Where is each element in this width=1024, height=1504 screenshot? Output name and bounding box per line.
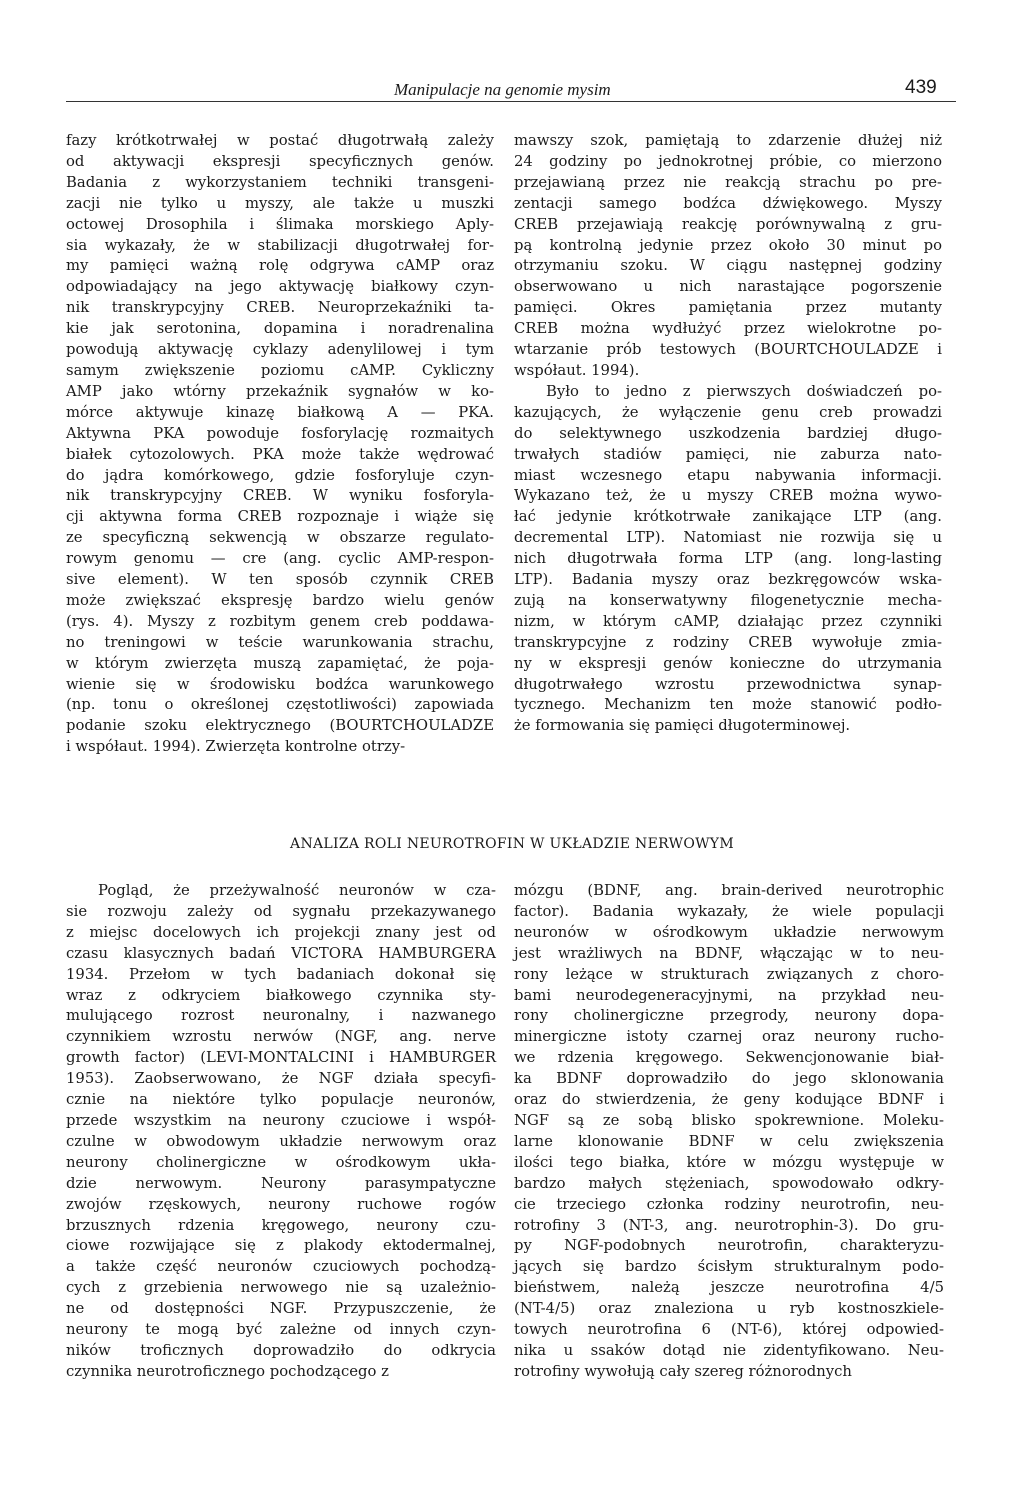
- text-line: wienie się w środowisku bodźca warunkowego: [66, 675, 494, 693]
- text-line: zują na konserwatywny filogenetycznie mecha-: [514, 591, 942, 609]
- text-line: i współaut. 1994). Zwierzęta kontrolne otrzy-: [66, 738, 406, 756]
- text-line: growth factor) (LEVI-MONTALCINI i HAMBURGER: [66, 1049, 496, 1067]
- text-line: 1953). Zaobserwowano, że NGF działa specyfi-: [66, 1070, 496, 1088]
- text-line: 24 godziny po jednokrotnej próbie, co mierzono: [514, 152, 942, 170]
- text-line: kazujących, że wyłączenie genu creb prowadzi: [514, 403, 942, 421]
- text-line: decremental LTP). Natomiast nie rozwija się u: [514, 529, 942, 547]
- text-line: cie trzeciego członka rodziny neurotrofin, neu-: [514, 1195, 944, 1213]
- text-line: rowym genomu — cre (ang. cyclic AMP-respon-: [66, 550, 494, 568]
- column-top-left: [66, 131, 494, 758]
- text-line: towych neurotrofina 6 (NT-6), której odpowied-: [514, 1321, 944, 1339]
- text-line: neuronów w ośrodkowym układzie nerwowym: [514, 923, 944, 941]
- text-line: bieństwem, należą jeszcze neurotrofina 4/5: [514, 1279, 944, 1297]
- text-line: mawszy szok, pamiętają to zdarzenie dłużej niż: [514, 132, 942, 149]
- text-line: czynnikiem wzrostu nerwów (NGF, ang. nerve: [66, 1028, 496, 1046]
- text-line: zacji nie tylko u myszy, ale także u muszki: [66, 194, 494, 212]
- text-line: samym zwiększenie poziomu cAMP. Cykliczny: [66, 361, 494, 379]
- text-line: czasu klasycznych badań VICTORA HAMBURGERA: [66, 944, 496, 962]
- text-line: bami neurodegeneracyjnymi, na przykład neu-: [514, 986, 944, 1004]
- text-line: nik transkrypcyjny CREB. Neuroprzekaźniki ta-: [66, 299, 494, 317]
- text-line: Aktywna PKA powoduje fosforylację rozmaitych: [66, 424, 494, 442]
- text-line: ka BDNF doprowadziło do jego sklonowania: [514, 1070, 944, 1088]
- text-line: nich długotrwała forma LTP (ang. long-lasting: [514, 550, 942, 568]
- text-line: czynnika neurotroficznego pochodzącego z: [66, 1362, 389, 1380]
- text-line: białek cytozolowych. PKA może także wędrować: [66, 445, 494, 463]
- text-line: długotrwałego wzrostu przewodnictwa synap-: [514, 675, 942, 693]
- text-line: wtarzanie prób testowych (BOURTCHOULADZE i: [514, 341, 942, 359]
- text-line: cych z grzebienia nerwowego nie są uzależnio-: [66, 1279, 496, 1297]
- text-line: kie jak serotonina, dopamina i noradrenalina: [66, 320, 494, 338]
- text-line: może zwiększać ekspresję bardzo wielu genów: [66, 591, 494, 609]
- text-line: ny w ekspresji genów konieczne do utrzymania: [514, 654, 942, 672]
- text-line: 1934. Przełom w tych badaniach dokonał się: [66, 965, 496, 983]
- text-line: mórce aktywuje kinazę białkową A — PKA.: [66, 403, 494, 421]
- text-line: powodują aktywację cyklazy adenylilowej i tym: [66, 341, 494, 359]
- text-line: jest wrażliwych na BDNF, włączając w to neu-: [514, 944, 944, 962]
- text-line: mulującego rozrost neuronalny, i nazwanego: [66, 1007, 496, 1025]
- text-line: współaut. 1994).: [514, 361, 640, 379]
- text-line: łać jedynie krótkotrwałe zanikające LTP (ang.: [514, 508, 942, 526]
- text-line: (rys. 4). Myszy z rozbitym genem creb poddawa-: [66, 612, 494, 630]
- section-heading: ANALIZA ROLI NEUROTROFIN W UKŁADZIE NERWOWYM: [290, 836, 734, 852]
- text-line: z miejsc docelowych ich projekcji znany jest od: [66, 923, 496, 941]
- text-line: a także część neuronów czuciowych pochodzą-: [66, 1258, 496, 1276]
- column-top-right: [514, 131, 942, 737]
- text-line: oraz do stwierdzenia, że geny kodujące BDNF i: [514, 1091, 944, 1109]
- text-line: cji aktywna forma CREB rozpoznaje i wiąże się: [66, 508, 494, 526]
- text-line: obserwowano u nich narastające pogorszenie: [514, 278, 942, 296]
- text-line: ciowe rozwijające się z plakody ektodermalnej,: [66, 1237, 496, 1255]
- text-line: sie rozwoju zależy od sygnału przekazywanego: [66, 902, 496, 920]
- text-line: NGF są ze sobą blisko spokrewnione. Moleku-: [514, 1111, 944, 1129]
- text-line: ze specyficzną sekwencją w obszarze regulato-: [66, 529, 494, 547]
- text-line: py NGF-podobnych neurotrofin, charakteryzu-: [514, 1237, 944, 1255]
- text-line: fazy krótkotrwałej w postać długotrwałą zależy: [66, 132, 494, 149]
- text-line: wraz z odkryciem białkowego czynnika sty-: [66, 986, 496, 1004]
- text-line: Pogląd, że przeżywalność neuronów w cza-: [98, 882, 496, 899]
- text-line: odpowiadający na jego aktywację białkowy czyn-: [66, 278, 494, 296]
- text-line: miast wczesnego etapu nabywania informacji.: [514, 466, 942, 484]
- text-line: do selektywnego uszkodzenia bardziej długo-: [514, 424, 942, 442]
- text-line: otrzymaniu szoku. W ciągu następnej godziny: [514, 257, 942, 275]
- text-line: pą kontrolną jedynie przez około 30 minut po: [514, 236, 942, 254]
- text-line: octowej Drosophila i ślimaka morskiego Aply-: [66, 215, 494, 233]
- text-line: przede wszystkim na neurony czuciowe i współ-: [66, 1111, 496, 1129]
- text-line: factor). Badania wykazały, że wiele populacji: [514, 902, 944, 920]
- text-line: nik transkrypcyjny CREB. W wyniku fosforyla-: [66, 487, 494, 505]
- text-line: CREB można wydłużyć przez wielokrotne po-: [514, 320, 942, 338]
- text-line: Wykazano też, że u myszy CREB można wywo-: [514, 487, 942, 505]
- text-line: nizm, w którym cAMP, działając przez czynniki: [514, 612, 942, 630]
- text-line: rotrofiny 3 (NT-3, ang. neurotrophin-3). Do gru-: [514, 1216, 944, 1234]
- text-line: larne klonowanie BDNF w celu zwiększenia: [514, 1132, 944, 1150]
- text-line: zentacji samego bodźca dźwiękowego. Myszy: [514, 194, 942, 212]
- text-line: brzusznych rdzenia kręgowego, neurony czu-: [66, 1216, 496, 1234]
- text-line: tycznego. Mechanizm ten może stanowić podło-: [514, 696, 942, 714]
- text-line: że formowania się pamięci długoterminowej.: [514, 717, 851, 735]
- text-line: czulne w obwodowym układzie nerwowym oraz: [66, 1132, 496, 1150]
- text-line: od aktywacji ekspresji specyficznych genów.: [66, 152, 494, 170]
- text-line: sia wykazały, że w stabilizacji długotrwałej for-: [66, 236, 494, 254]
- text-line: we rdzenia kręgowego. Sekwencjonowanie biał-: [514, 1049, 944, 1067]
- text-line: Było to jedno z pierwszych doświadczeń po-: [546, 382, 942, 400]
- text-line: Badania z wykorzystaniem techniki transgeni-: [66, 173, 494, 191]
- text-line: nika u ssaków dotąd nie zidentyfikowano. Neu-: [514, 1341, 944, 1359]
- text-line: ilości tego białka, które w mózgu występuje w: [514, 1153, 944, 1171]
- header-rule: [66, 101, 956, 102]
- text-line: podanie szoku elektrycznego (BOURTCHOULADZE: [66, 717, 494, 735]
- text-line: przejawianą przez nie reakcją strachu po pre-: [514, 173, 942, 191]
- text-line: bardzo małych stężeniach, spowodowało odkry-: [514, 1174, 944, 1192]
- column-bottom-right: [514, 881, 944, 1383]
- text-line: CREB przejawiają reakcję porównywalną z gru-: [514, 215, 942, 233]
- text-line: pamięci. Okres pamiętania przez mutanty: [514, 299, 942, 317]
- text-line: my pamięci ważną rolę odgrywa cAMP oraz: [66, 257, 494, 275]
- text-line: (np. tonu o określonej częstotliwości) zapowiada: [66, 696, 494, 714]
- text-line: neurony cholinergiczne w ośrodkowym ukła-: [66, 1153, 496, 1171]
- text-line: transkrypcyjne z rodziny CREB wywołuje zmia-: [514, 633, 942, 651]
- text-line: rotrofiny wywołują cały szereg różnorodnych: [514, 1362, 852, 1380]
- text-line: LTP). Badania myszy oraz bezkręgowców wska-: [514, 571, 942, 589]
- text-line: minergiczne istoty czarnej oraz neurony rucho-: [514, 1028, 944, 1046]
- text-line: sive element). W ten sposób czynnik CREB: [66, 571, 494, 589]
- text-line: rony leżące w strukturach związanych z choro-: [514, 965, 944, 983]
- text-line: mózgu (BDNF, ang. brain-derived neurotrophic: [514, 882, 944, 899]
- text-line: cznie na niektóre tylko populacje neuronów,: [66, 1091, 496, 1109]
- text-line: AMP jako wtórny przekaźnik sygnałów w ko-: [66, 382, 494, 400]
- text-line: ne od dostępności NGF. Przypuszczenie, że: [66, 1300, 496, 1318]
- page-number: 439: [905, 77, 937, 98]
- text-line: no treningowi w teście warunkowania strachu,: [66, 633, 494, 651]
- text-line: neurony te mogą być zależne od innych czyn-: [66, 1321, 496, 1339]
- text-line: zwojów rzęskowych, neurony ruchowe rogów: [66, 1195, 496, 1213]
- text-line: w którym zwierzęta muszą zapamiętać, że poja-: [66, 654, 494, 672]
- text-line: ników troficznych doprowadziło do odkrycia: [66, 1341, 496, 1359]
- text-line: rony cholinergiczne przegrody, neurony dopa-: [514, 1007, 944, 1025]
- text-line: dzie nerwowym. Neurony parasympatyczne: [66, 1174, 496, 1192]
- column-bottom-left: [66, 881, 496, 1383]
- running-title: Manipulacje na genomie mysim: [394, 80, 611, 99]
- text-line: do jądra komórkowego, gdzie fosforyluje czyn-: [66, 466, 494, 484]
- text-line: (NT-4/5) oraz znaleziona u ryb kostnoszkiele-: [514, 1300, 944, 1318]
- text-line: jących się bardzo ścisłym strukturalnym podo-: [514, 1258, 944, 1276]
- text-line: trwałych stadiów pamięci, nie zaburza nato-: [514, 445, 942, 463]
